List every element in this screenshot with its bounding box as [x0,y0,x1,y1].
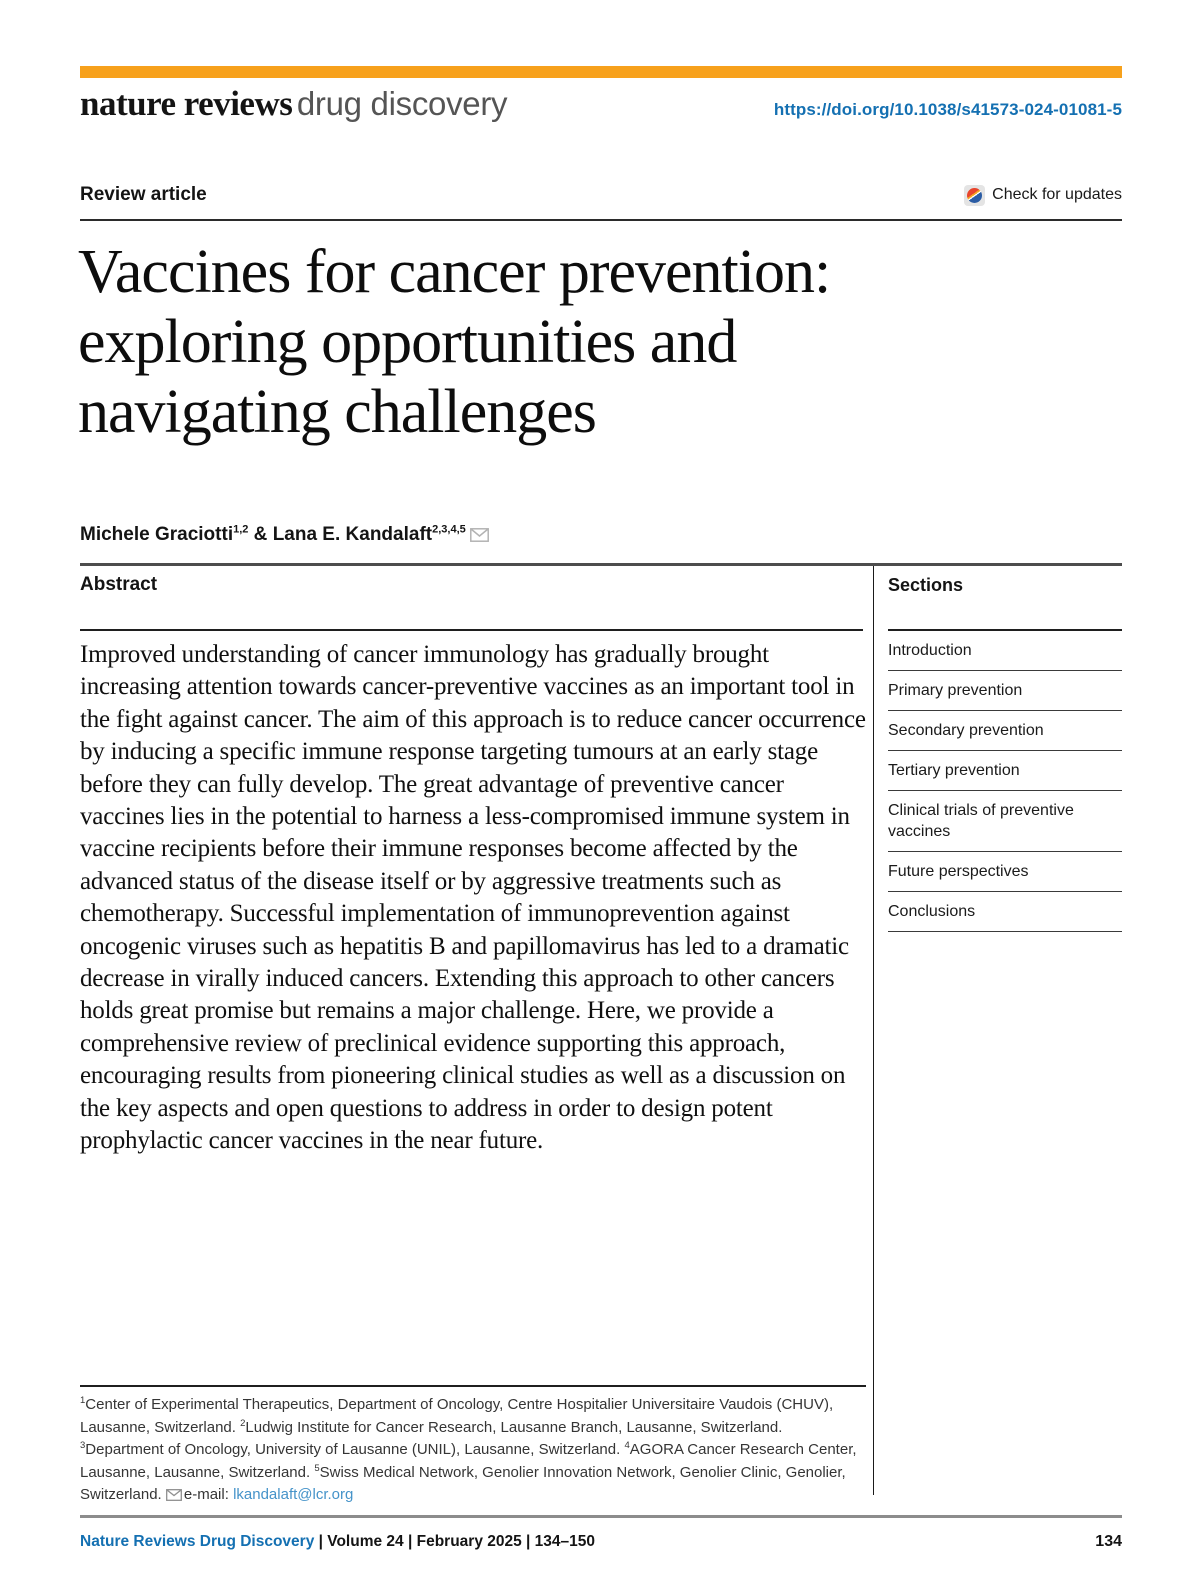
section-link[interactable]: Tertiary prevention [888,751,1122,791]
email-envelope-icon [166,1485,182,1508]
journal-logo-primary: nature reviews [80,84,293,123]
section-link[interactable]: Introduction [888,631,1122,671]
affiliation-text: Swiss Medical Network, Genolier Innovation Network, Genolier Clinic, Genolier, Switzerland. [80,1463,846,1504]
author-affiliation-sup: 1,2 [233,523,249,536]
section-link[interactable]: Future perspectives [888,852,1122,892]
author-joiner: & [248,524,273,545]
email-link[interactable]: lkandalaft@lcr.org [233,1486,354,1504]
sections-panel [888,566,1122,932]
author-list [80,524,880,546]
check-for-updates-label: Check for updates [992,186,1122,203]
footer-issue-info: | Volume 24 | February 2025 | 134–150 [314,1533,596,1550]
affiliation-number: 3 [80,1440,86,1452]
affiliation-entry [240,1419,782,1436]
abstract-section [80,566,866,1158]
affiliation-entry [80,1441,624,1458]
section-link[interactable]: Clinical trials of preventive vaccines [888,791,1122,852]
masthead [80,84,1122,124]
affiliations-footnote [80,1385,866,1507]
journal-logo-secondary: drug discovery [296,85,508,122]
abstract-rule [80,629,863,631]
journal-logo [80,84,507,124]
article-bar [80,184,1122,206]
section-link[interactable]: Conclusions [888,892,1122,932]
doi-link[interactable]: https://doi.org/10.1038/s41573-024-01081-5 [773,100,1122,119]
section-link[interactable]: Secondary prevention [888,711,1122,751]
affiliation-number: 2 [240,1417,246,1429]
author-affiliation-sup: 2,3,4,5 [432,523,466,536]
affiliation-number: 5 [314,1462,320,1474]
crossmark-icon [964,185,985,206]
affiliation-number: 4 [624,1440,630,1452]
affiliation-text: AGORA Cancer Research Center, Lausanne, Lausanne, Switzerland. [80,1441,857,1481]
page-number: 134 [1095,1533,1122,1550]
page-title-line: navigating challenges [78,378,596,446]
footer-journal-link[interactable]: Nature Reviews Drug Discovery [80,1533,315,1550]
header-divider [80,219,1122,221]
page-footer [80,1515,1122,1551]
affiliation-number: 1 [80,1395,86,1406]
sections-list [888,631,1122,932]
page-title-line: exploring opportunities and [78,308,737,376]
author-name: Lana E. Kandalaft [272,524,433,545]
affiliation-text: Center of Experimental Therapeutics, Department of Oncology, Centre Hospitalier Universitaire Vaudois (CHUV), Lausanne, Switzerland. [80,1396,834,1436]
check-for-updates-button[interactable] [964,185,1122,206]
page-title [78,237,1058,447]
abstract-text: Improved understanding of cancer immunology has gradually brought increasing attention towards cancer-preventive vaccines as an important tool in the fight against cancer. The aim of this approach is to reduce cancer occurrence by inducing a specific immune response targeting tumours at an early stage before they can fully develop. The great advantage of preventive cancer vaccines lies in the potential to harness a less-compromised immune system in vaccine recipients before their immune responses become affected by the advanced status of the disease itself or by aggressive treatments such as chemotherapy. Successful implementation of immunoprevention against oncogenic viruses such as hepatitis B and papillomavirus has led to a dramatic decrease in virally induced cancers. Extending this approach to other cancers holds great promise but remains a major challenge. Here, we provide a comprehensive review of preclinical evidence supporting this approach, encouraging results from pioneering clinical studies as well as a discussion on the key aspects and open questions to address in order to design potent prophylactic cancer vaccines in the near future. [80,641,866,1155]
affiliation-text: Department of Oncology, University of Lausanne (UNIL), Lausanne, Switzerland. [85,1441,625,1459]
accent-bar [80,66,1122,78]
affiliation-text: Ludwig Institute for Cancer Research, Lausanne Branch, Lausanne, Switzerland. [245,1418,783,1436]
section-link[interactable]: Primary prevention [888,671,1122,711]
author-name: Michele Graciotti [80,524,234,545]
footer-citation [80,1533,595,1551]
article-type-label: Review article [80,184,207,205]
column-divider [873,566,874,1495]
sections-heading: Sections [888,575,964,595]
page-title-line: Vaccines for cancer prevention: [78,238,831,306]
abstract-heading: Abstract [80,574,158,595]
corresponding-author-envelope-icon [470,525,489,547]
email-label: e-mail: [183,1486,234,1504]
